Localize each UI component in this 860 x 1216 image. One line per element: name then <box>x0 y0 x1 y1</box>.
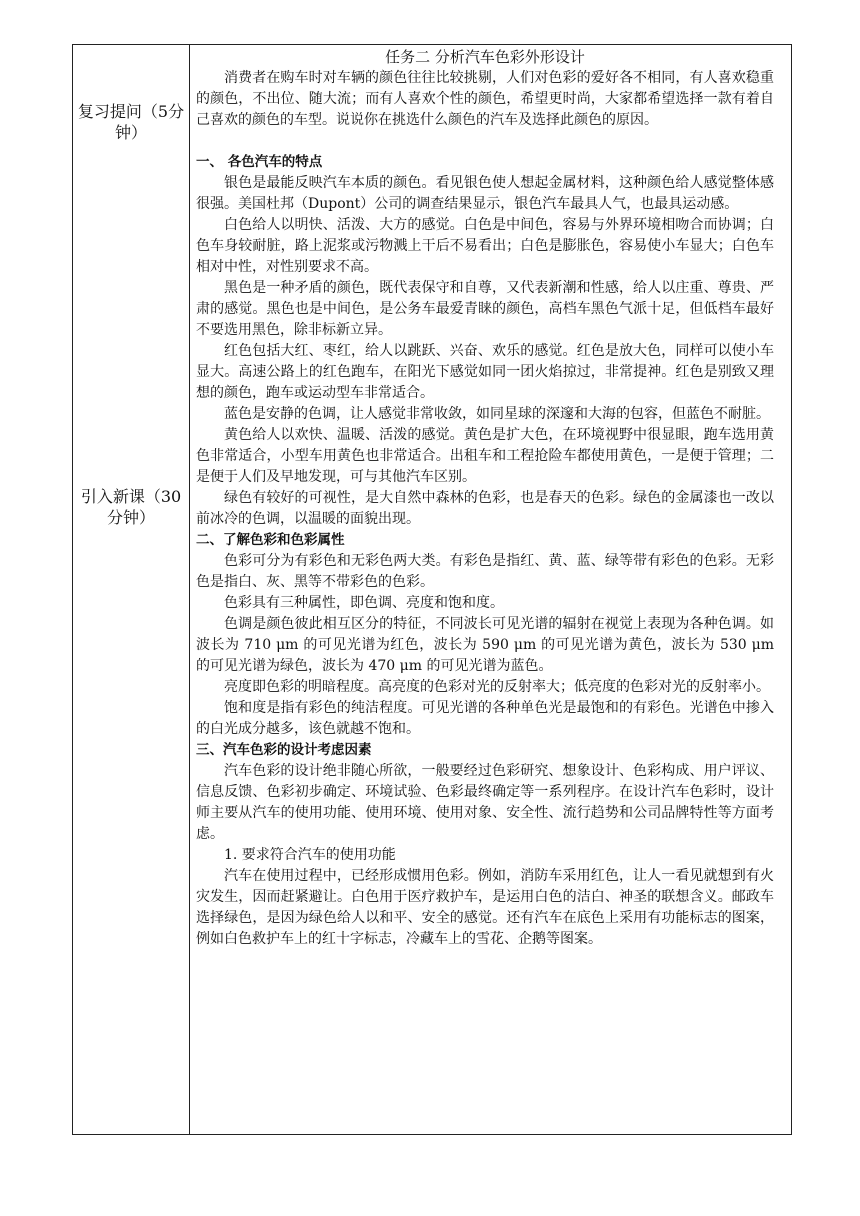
task-title: 任务二 分析汽车色彩外形设计 <box>385 48 585 66</box>
paragraph-brightness: 亮度即色彩的明暗程度。高亮度的色彩对光的反射率大；低亮度的色彩对光的反射率小。 <box>224 679 770 695</box>
stage-label-new-lesson: 引入新课（30分钟） <box>80 487 182 527</box>
paragraph-white: 白色给人以明快、活泼、大方的感觉。白色是中间色，容易与外界环境相吻合而协调；白色车身较耐脏，路上泥浆或污物溅上干后不易看出；白色是膨胀色，容易使小车显大；白色车相对中性，对性别要求不高。 <box>196 217 774 275</box>
paragraph-color-attributes: 色彩具有三种属性，即色调、亮度和饱和度。 <box>224 595 504 611</box>
paragraph-yellow: 黄色给人以欢快、温暖、活泼的感觉。黄色是扩大色，在环境视野中很显眼，跑车选用黄色非常适合，小型车用黄色也非常适合。出租车和工程抢险车都使用黄色，一是便于管理；二是便于人们及早地发现，可与其他汽车区别。 <box>196 427 774 485</box>
intro-paragraph: 消费者在购车时对车辆的颜色往往比较挑剔，人们对色彩的爱好各不相同，有人喜欢稳重的颜色，不出位、随大流；而有人喜欢个性的颜色，希望更时尚，大家都希望选择一款有着自己喜欢的颜色的车型。说说你在挑选什么颜色的汽车及选择此颜色的原因。 <box>196 70 774 128</box>
section-heading-3: 三、汽车色彩的设计考虑因素 <box>196 742 372 758</box>
paragraph-color-types: 色彩可分为有彩色和无彩色两大类。有彩色是指红、黄、蓝、绿等带有彩色的色彩。无彩色是指白、灰、黑等不带彩色的色彩。 <box>196 553 774 590</box>
paragraph-function: 汽车在使用过程中，已经形成惯用色彩。例如，消防车采用红色，让人一看见就想到有火灾发生，因而赶紧避让。白色用于医疗救护车，是运用白色的洁白、神圣的联想含义。邮政车选择绿色，是因为绿色给人以和平、安全的感觉。还有汽车在底色上采用有功能标志的图案，例如白色救护车上的红十字标志，冷藏车上的雪花、企鹅等图案。 <box>196 868 774 947</box>
paragraph-green: 绿色有较好的可视性，是大自然中森林的色彩，也是春天的色彩。绿色的金属漆也一改以前冰冷的色调，以温暖的面貌出现。 <box>196 490 774 527</box>
section-heading-1: 一、 各色汽车的特点 <box>196 154 323 170</box>
paragraph-design: 汽车色彩的设计绝非随心所欲，一般要经过色彩研究、想象设计、色彩构成、用户评议、信息反馈、色彩初步确定、环境试验、色彩最终确定等一系列程序。在设计汽车色彩时，设计师主要从汽车的使用功能、使用环境、使用对象、安全性、流行趋势和公司品牌特性等方面考虑。 <box>196 763 774 842</box>
paragraph-black: 黑色是一种矛盾的颜色，既代表保守和自尊，又代表新潮和性感，给人以庄重、尊贵、严肃的感觉。黑色也是中间色，是公务车最爱青睐的颜色，高档车黑色气派十足，但低档车最好不要选用黑色，除非标新立异。 <box>196 280 774 338</box>
spacer <box>196 131 774 152</box>
paragraph-hue: 色调是颜色彼此相互区分的特征，不同波长可见光谱的辐射在视觉上表现为各种色调。如波长为 710 μm 的可见光谱为红色，波长为 590 μm 的可见光谱为黄色，波长为 530 μm 的可见光谱为绿色，波长为 470 μm 的可见光谱为蓝色。 <box>196 616 774 674</box>
paragraph-saturation: 饱和度是指有彩色的纯洁程度。可见光谱的各种单色光是最饱和的有彩色。光谱色中掺入的白光成分越多，该色就越不饱和。 <box>196 700 774 737</box>
section-heading-2: 二、了解色彩和色彩属性 <box>196 532 345 548</box>
lesson-table <box>72 44 792 1135</box>
list-item-1: 1. 要求符合汽车的使用功能 <box>224 847 396 863</box>
paragraph-silver: 银色是最能反映汽车本质的颜色。看见银色使人想起金属材料，这种颜色给人感觉整体感很强。美国杜邦（Dupont）公司的调查结果显示，银色汽车最具人气，也最具运动感。 <box>196 175 774 212</box>
stage-label-review: 复习提问（5分钟） <box>77 102 185 142</box>
lesson-content <box>196 46 774 950</box>
paragraph-red: 红色包括大红、枣红，给人以跳跃、兴奋、欢乐的感觉。红色是放大色，同样可以使小车显大。高速公路上的红色跑车，在阳光下感觉如同一团火焰掠过，非常提神。红色是别致又理想的颜色，跑车或运动型车非常适合。 <box>196 343 774 401</box>
paragraph-blue: 蓝色是安静的色调，让人感觉非常收敛，如同星球的深邃和大海的包容，但蓝色不耐脏。 <box>224 406 770 422</box>
column-divider <box>189 45 190 1134</box>
